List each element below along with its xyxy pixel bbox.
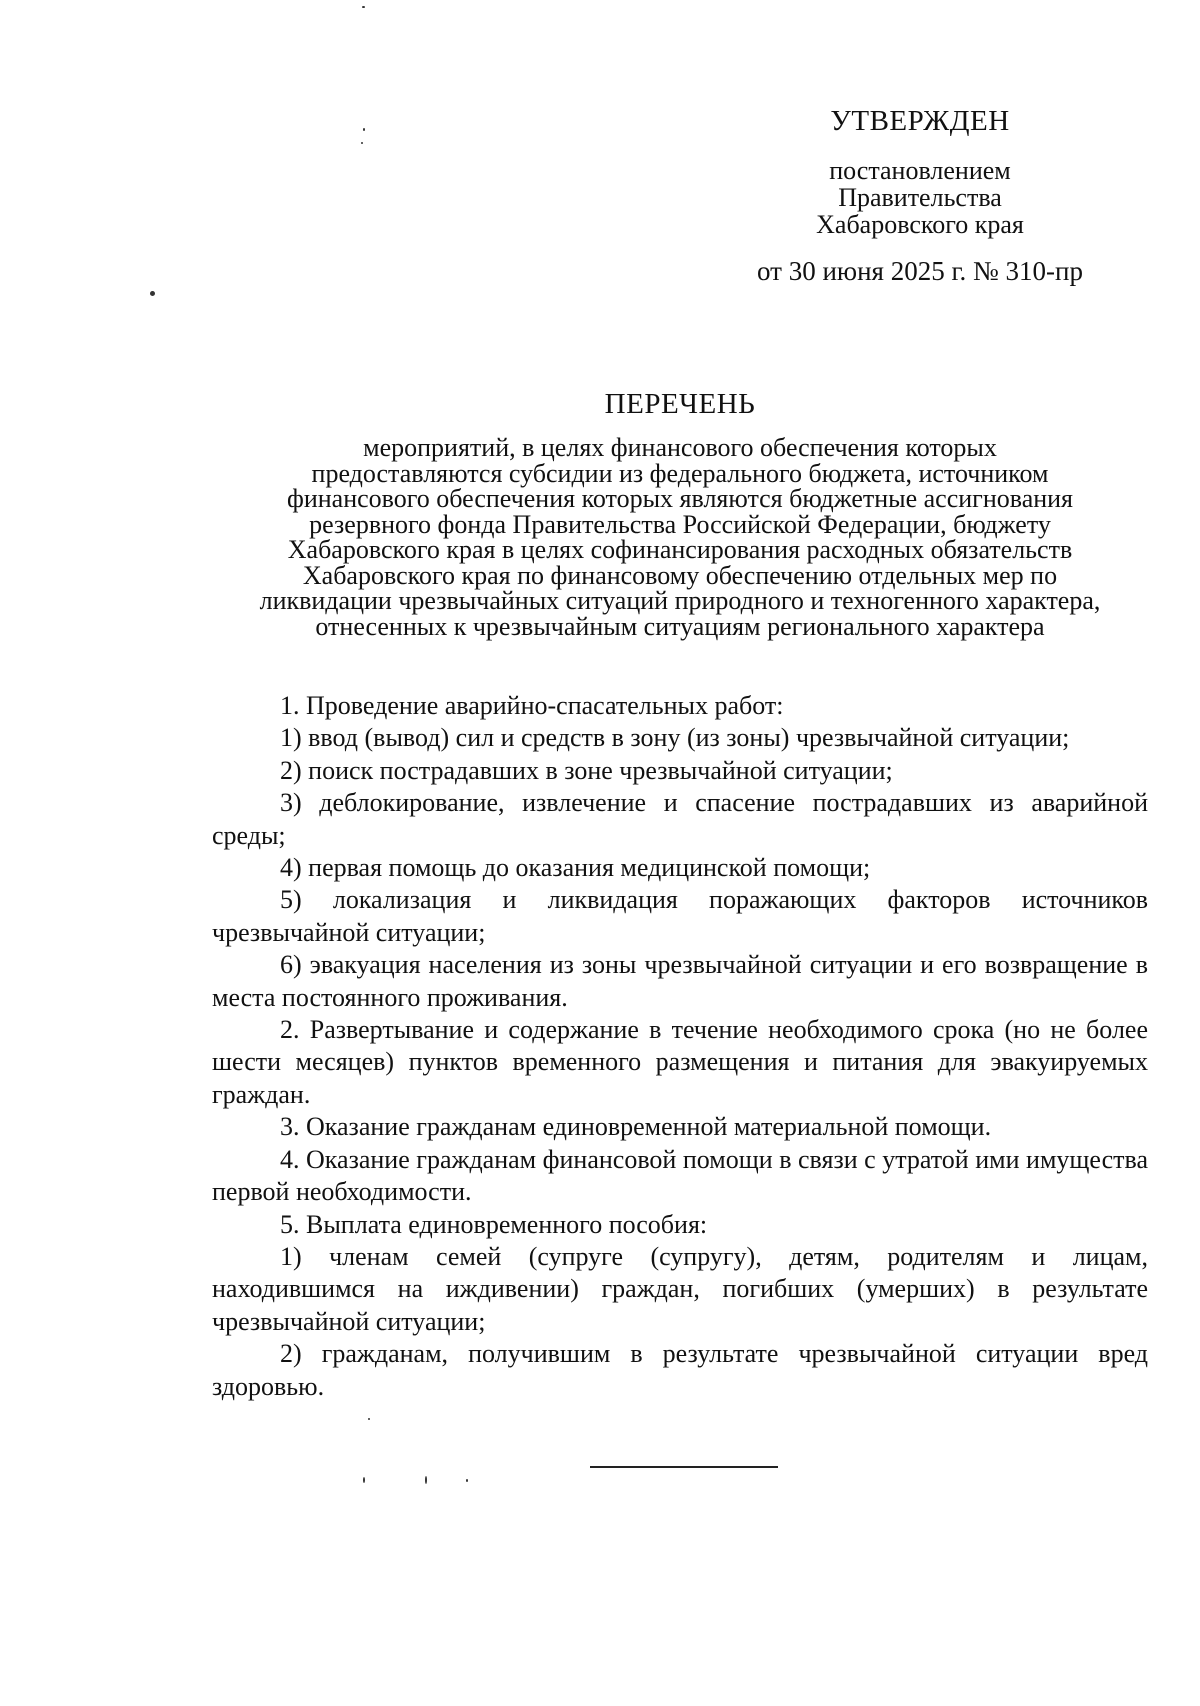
scan-speck xyxy=(361,142,363,144)
scan-speck xyxy=(362,6,365,8)
scan-speck xyxy=(368,1418,370,1420)
approval-heading: УТВЕРЖДЕН xyxy=(830,105,1010,137)
list-item: 3. Оказание гражданам единовременной материальной помощи. xyxy=(280,1112,992,1142)
approval-line-2: Правительства xyxy=(838,183,1002,212)
scan-speck xyxy=(466,1479,468,1482)
subtitle-line: ликвидации чрезвычайных ситуаций природного и техногенного характера, xyxy=(259,586,1101,615)
end-rule xyxy=(590,1466,778,1468)
scan-speck xyxy=(363,128,365,131)
list-item: 2) гражданам, получившим в результате чрезвычайной ситуации вред здоровью. xyxy=(212,1339,1148,1401)
subtitle-line: отнесенных к чрезвычайным ситуациям регионального характера xyxy=(315,611,1045,641)
subtitle-line: мероприятий, в целях финансового обеспечения которых xyxy=(363,433,997,462)
approval-line-1: постановлением xyxy=(829,156,1011,185)
list-item: 2. Развертывание и содержание в течение необходимого срока (но не более шести месяцев) пунктов временного размещения и питания для эвакуируемых граждан. xyxy=(212,1015,1148,1109)
subtitle-line: предоставляются субсидии из федерального бюджета, источником xyxy=(311,458,1049,488)
list-item: 2) поиск пострадавших в зоне чрезвычайной ситуации; xyxy=(280,755,893,785)
document-title: ПЕРЕЧЕНЬ xyxy=(604,388,756,420)
list-item: 1. Проведение аварийно-спасательных работ: xyxy=(280,691,784,720)
list-item: 4) первая помощь до оказания медицинской помощи; xyxy=(280,853,871,883)
subtitle-line: Хабаровского края в целях софинансирования расходных обязательств xyxy=(287,535,1073,564)
list-item: 4. Оказание гражданам финансовой помощи в связи с утратой ими имущества первой необходимости. xyxy=(212,1144,1148,1207)
list-item: 3) деблокирование, извлечение и спасение пострадавших из аварийной среды; xyxy=(212,788,1148,850)
list-item: 5. Выплата единовременного пособия: xyxy=(280,1209,708,1239)
scan-speck xyxy=(363,1477,365,1483)
scan-speck xyxy=(425,1476,427,1484)
subtitle-line: Хабаровского края по финансовому обеспечению отдельных мер по xyxy=(302,560,1058,590)
subtitle-line: финансового обеспечения которых являются бюджетные ассигнования xyxy=(286,484,1074,513)
approval-date: от 30 июня 2025 г. № 310-пр xyxy=(757,256,1083,286)
approval-line-3: Хабаровского края xyxy=(816,210,1024,239)
list-item: 5) локализация и ликвидация поражающих факторов источников чрезвычайной ситуации; xyxy=(212,885,1148,947)
scan-speck xyxy=(150,291,155,296)
measures-list xyxy=(212,690,1148,1403)
document-subtitle xyxy=(200,435,1160,639)
list-item: 6) эвакуация населения из зоны чрезвычайной ситуации и его возвращение в места постоянного проживания. xyxy=(212,950,1148,1012)
document-header xyxy=(200,388,1160,639)
list-item: 1) членам семей (супруге (супругу), детям, родителям и лицам, находившимся на иждивении) граждан, погибших (умерших) в результате чрезвычайной ситуации; xyxy=(212,1241,1148,1336)
list-item: 1) ввод (вывод) сил и средств в зону (из зоны) чрезвычайной ситуации; xyxy=(280,723,1070,753)
approval-block xyxy=(740,105,1100,286)
subtitle-line: резервного фонда Правительства Российской Федерации, бюджету xyxy=(309,509,1051,539)
